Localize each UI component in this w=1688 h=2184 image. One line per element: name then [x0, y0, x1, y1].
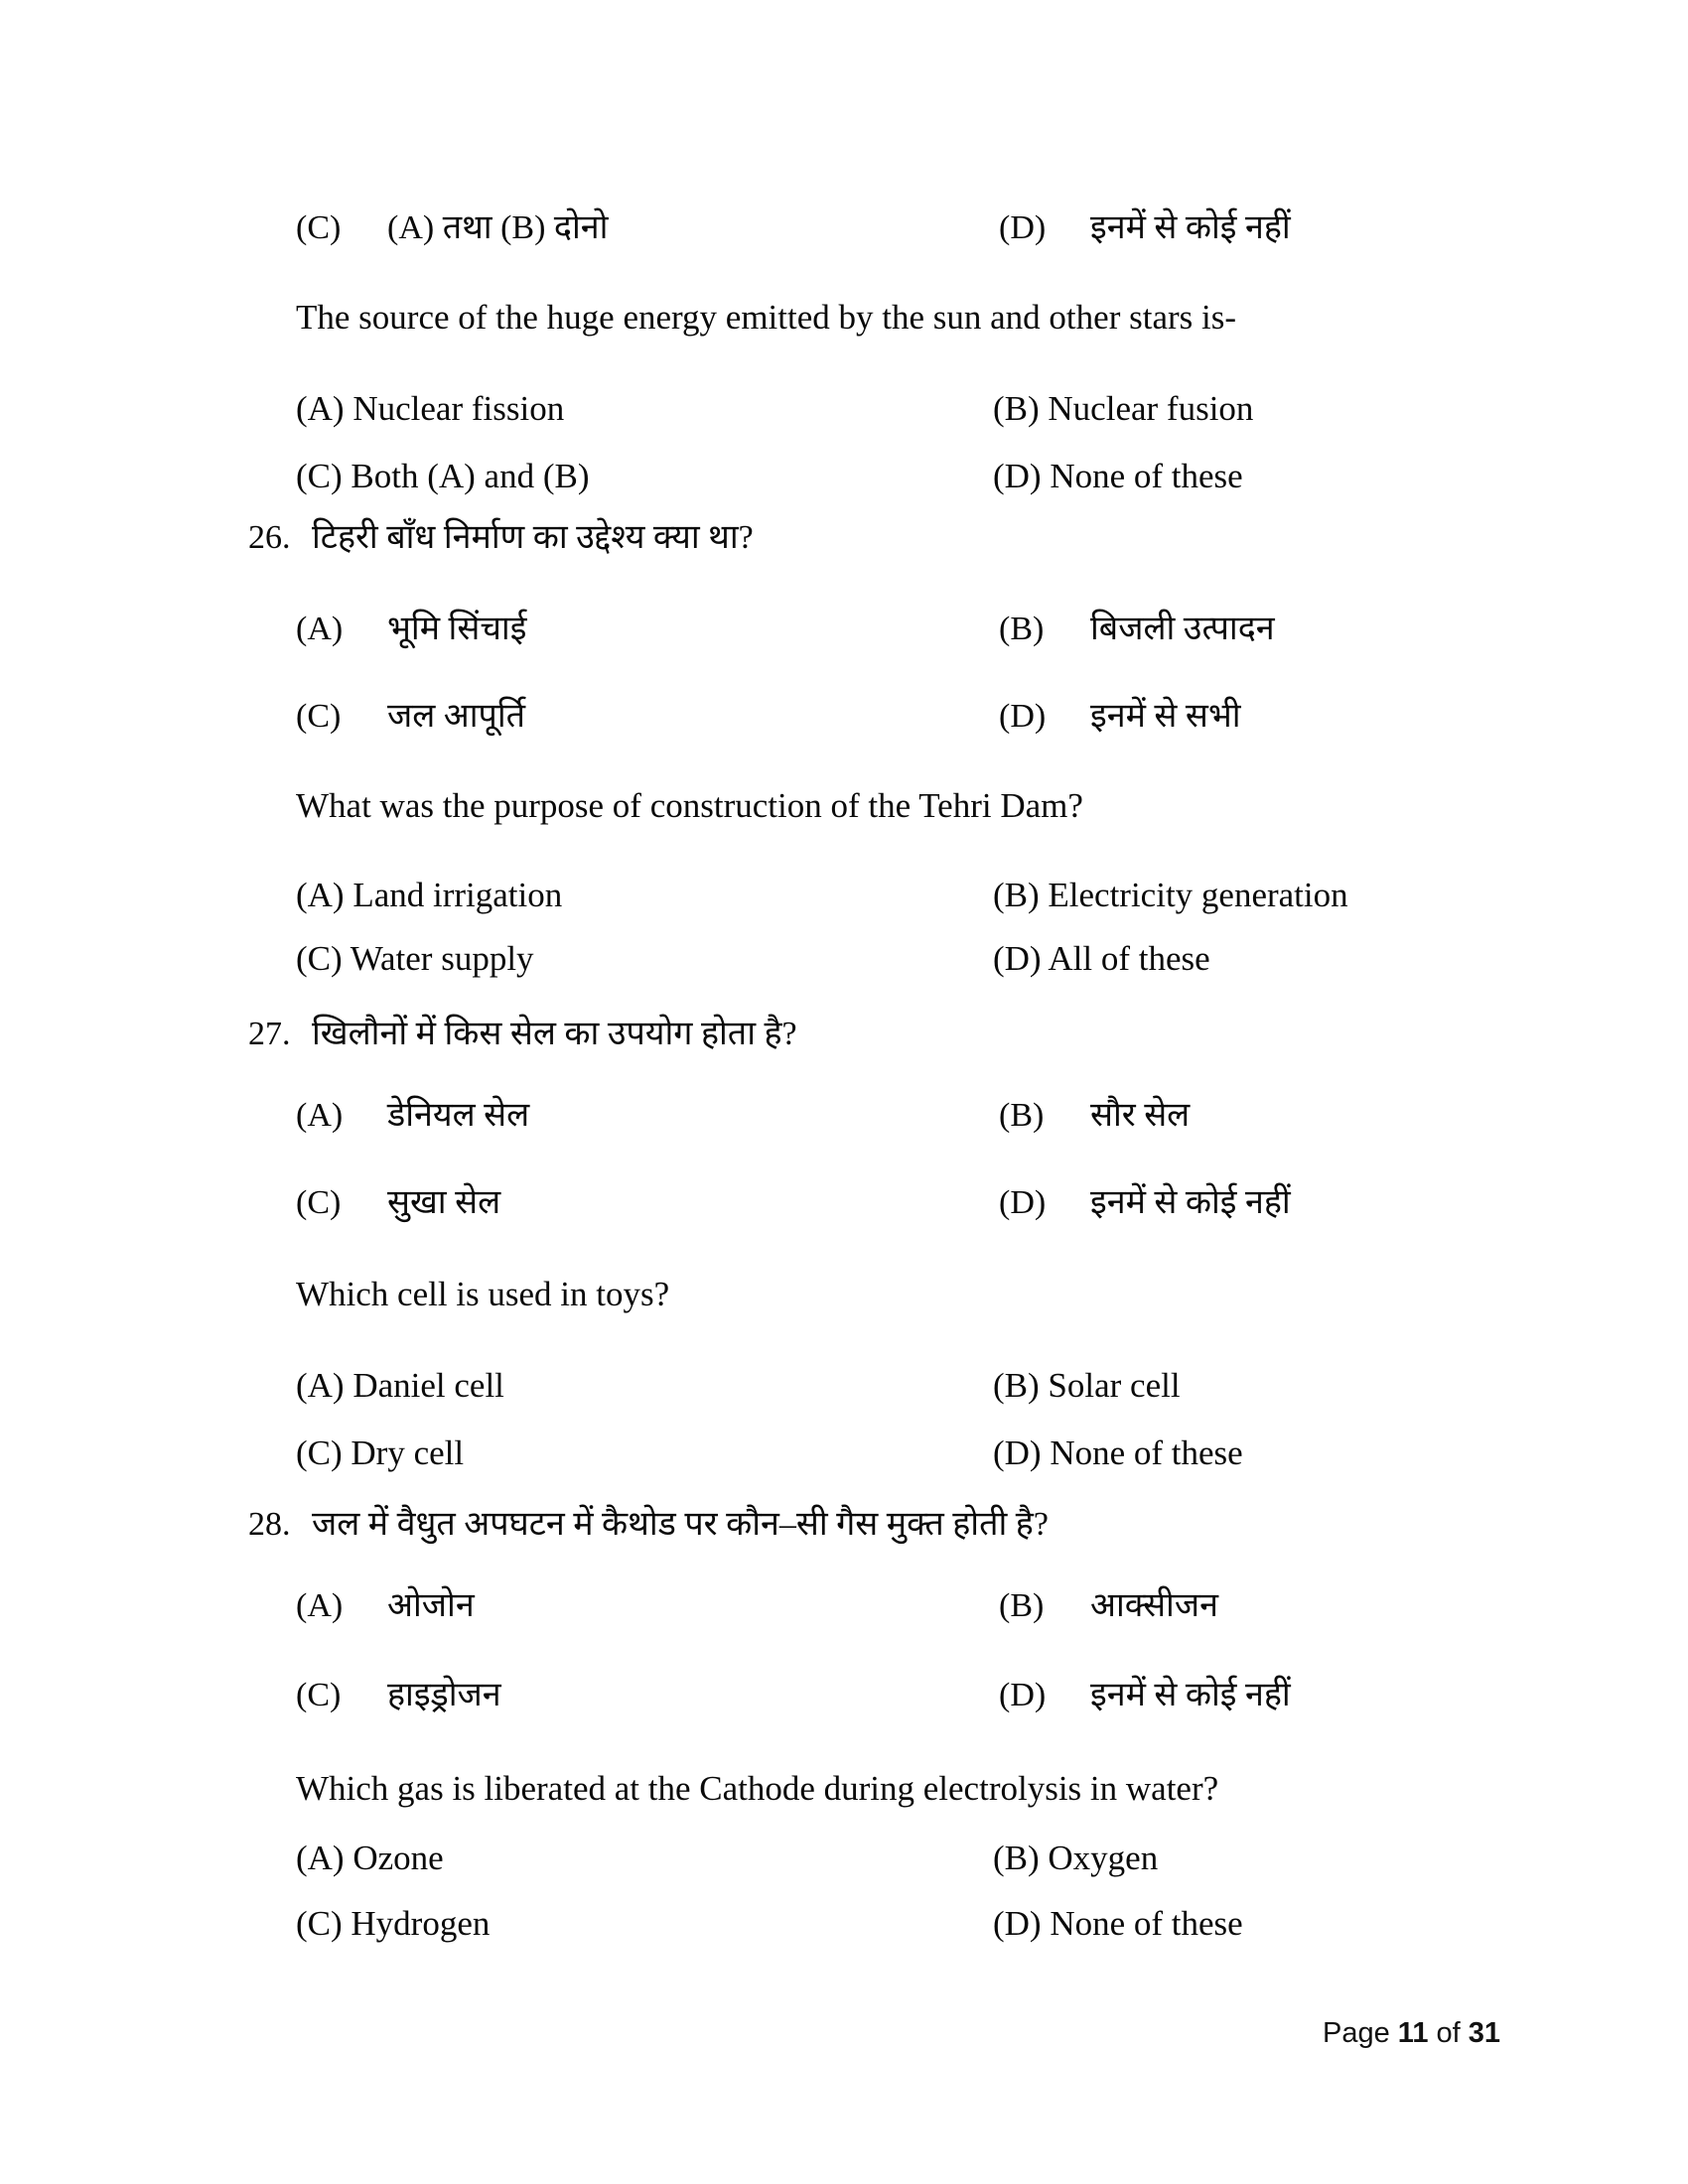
q27-option-d-english: (D) None of these: [993, 1433, 1243, 1472]
q28-option-c-english: (C) Hydrogen: [296, 1904, 491, 1943]
q26-option-a-english: (A) Land irrigation: [296, 876, 563, 914]
q26-option-b-letter: (B): [999, 611, 1045, 647]
q28-option-d-english: (D) None of these: [993, 1904, 1243, 1943]
q28-option-d-letter: (D): [999, 1677, 1047, 1713]
page-number-footer: [1323, 2017, 1500, 2050]
q27-option-d-letter: (D): [999, 1184, 1047, 1221]
q27-option-a-english: (A) Daniel cell: [296, 1366, 504, 1405]
q27-option-a-letter: (A): [296, 1097, 344, 1134]
q28-option-c-hindi: [296, 1676, 501, 1714]
q26-option-a-hindi: [296, 610, 526, 648]
q25-option-d-text: इनमें से कोई नहीं: [1090, 209, 1291, 246]
q27-option-d-hindi: [999, 1183, 1291, 1222]
q27-question-hindi-row: [248, 1015, 797, 1053]
q27-option-b-text: सौर सेल: [1090, 1097, 1191, 1134]
q25-option-d-english: (D) None of these: [993, 457, 1243, 495]
q26-option-c-letter: (C): [296, 698, 342, 735]
q26-option-d-letter: (D): [999, 698, 1047, 735]
q27-question-hindi: खिलौनों में किस सेल का उपयोग होता है?: [312, 1016, 797, 1052]
q25-option-c-letter: (C): [296, 209, 342, 246]
q26-option-a-letter: (A): [296, 611, 344, 647]
q28-option-d-text: इनमें से कोई नहीं: [1090, 1677, 1291, 1713]
q28-option-a-hindi: [296, 1586, 475, 1625]
q26-option-c-hindi: [296, 697, 525, 736]
q27-question-english: Which cell is used in toys?: [296, 1275, 670, 1313]
q28-option-c-letter: (C): [296, 1677, 342, 1713]
q26-option-b-hindi: [999, 610, 1275, 648]
q27-option-a-hindi: [296, 1096, 529, 1135]
q28-option-b-text: आक्सीजन: [1090, 1587, 1218, 1624]
q28-number: 28.: [248, 1506, 291, 1543]
q26-option-c-english: (C) Water supply: [296, 939, 534, 978]
q26-question-hindi-row: [248, 518, 754, 557]
q27-option-c-hindi: [296, 1183, 500, 1222]
q28-question-hindi: जल में वैधुत अपघटन में कैथोड पर कौन–सी गैस मुक्त होती है?: [312, 1506, 1049, 1543]
q28-option-b-hindi: [999, 1586, 1218, 1625]
q28-option-c-text: हाइड्रोजन: [387, 1677, 501, 1713]
q26-option-b-text: बिजली उत्पादन: [1090, 611, 1275, 647]
q27-option-c-text: सुखा सेल: [387, 1184, 501, 1221]
q28-option-a-english: (A) Ozone: [296, 1839, 444, 1877]
q26-option-d-hindi: [999, 697, 1241, 736]
q26-option-d-english: (D) All of these: [993, 939, 1210, 978]
q28-option-d-hindi: [999, 1676, 1291, 1714]
page-total: 31: [1468, 2017, 1501, 2049]
q28-question-hindi-row: [248, 1505, 1049, 1544]
q26-number: 26.: [248, 519, 291, 556]
q28-option-a-letter: (A): [296, 1587, 344, 1624]
q25-option-b-english: (B) Nuclear fusion: [993, 389, 1254, 428]
q25-option-d-letter: (D): [999, 209, 1047, 246]
page-current: 11: [1397, 2017, 1429, 2049]
q27-option-c-letter: (C): [296, 1184, 342, 1221]
q27-option-c-english: (C) Dry cell: [296, 1433, 465, 1472]
q28-option-b-english: (B) Oxygen: [993, 1839, 1159, 1877]
q25-option-c-text: (A) तथा (B) दोनो: [387, 209, 609, 246]
q26-question-hindi: टिहरी बाँध निर्माण का उद्देश्य क्या था?: [312, 519, 754, 556]
q26-option-a-text: भूमि सिंचाई: [387, 611, 527, 647]
q25-question-english: The source of the huge energy emitted by the sun and other stars is-: [296, 298, 1236, 337]
q26-option-b-english: (B) Electricity generation: [993, 876, 1348, 914]
q27-number: 27.: [248, 1016, 291, 1052]
q26-question-english: What was the purpose of construction of the Tehri Dam?: [296, 786, 1083, 825]
q26-option-c-text: जल आपूर्ति: [387, 698, 526, 735]
page-label: Page: [1323, 2017, 1398, 2049]
q28-option-b-letter: (B): [999, 1587, 1045, 1624]
q27-option-b-english: (B) Solar cell: [993, 1366, 1181, 1405]
q25-option-c-english: (C) Both (A) and (B): [296, 457, 590, 495]
q27-option-d-text: इनमें से कोई नहीं: [1090, 1184, 1291, 1221]
of-label: of: [1428, 2017, 1469, 2049]
q25-option-d-hindi: [999, 208, 1291, 247]
q28-option-a-text: ओजोन: [387, 1587, 475, 1624]
q28-question-english: Which gas is liberated at the Cathode during electrolysis in water?: [296, 1769, 1219, 1808]
q27-option-a-text: डेनियल सेल: [387, 1097, 530, 1134]
q25-option-a-english: (A) Nuclear fission: [296, 389, 565, 428]
q27-option-b-hindi: [999, 1096, 1190, 1135]
q25-option-c-hindi: [296, 208, 608, 247]
q27-option-b-letter: (B): [999, 1097, 1045, 1134]
q26-option-d-text: इनमें से सभी: [1090, 698, 1241, 735]
